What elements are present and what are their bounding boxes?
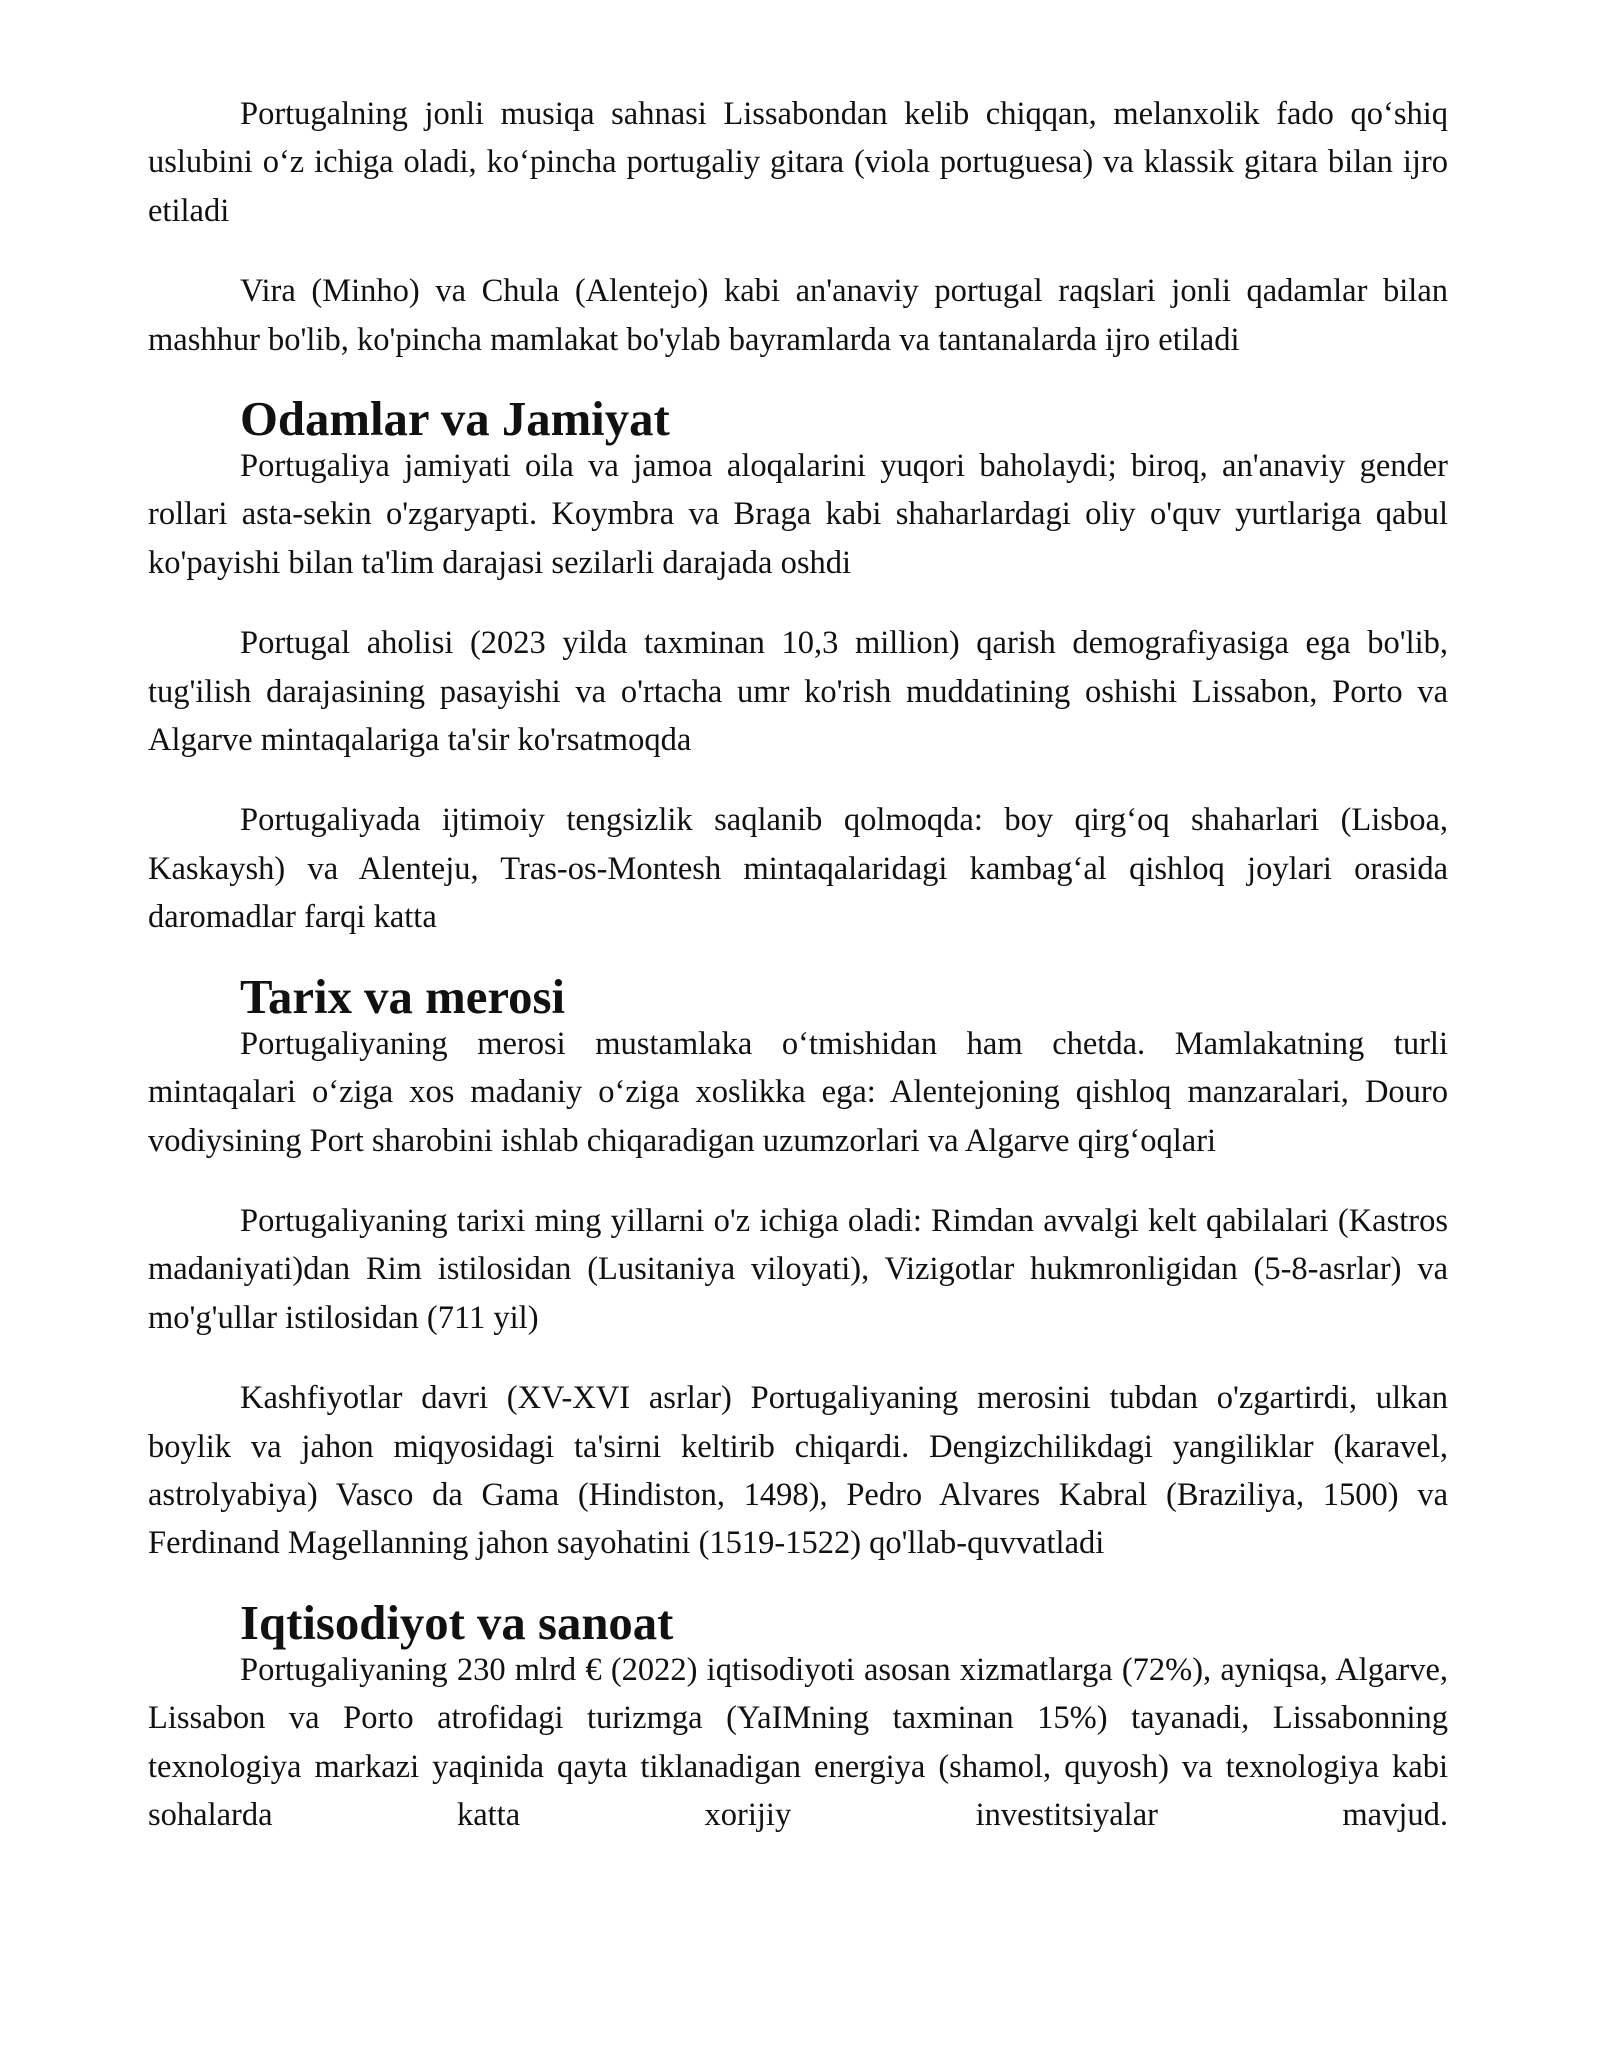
document-page [148,90,1448,1839]
heading-people-society: Odamlar va Jamiyat [240,392,670,447]
paragraph-age-of-discovery: Kashfiyotlar davri (XV-XVI asrlar) Portugaliyaning merosini tubdan o'zgartirdi, ulkan boylik va jahon miqyosidagi ta'sirni keltirib chiqardi. Dengizchilikdagi yangiliklar (karavel, astrolyabiya) Vasco da Gama (Hindiston, 1498), Pedro Alvares Kabral (Braziliya, 1500) va Ferdinand Magellanning jahon sayohatini (1519-1522) qo'llab-quvvatladi [148,1380,1448,1562]
paragraph-inequality: Portugaliyada ijtimoiy tengsizlik saqlanib qolmoqda: boy qirg‘oq shaharlari (Lisboa, Kaskaysh) va Alenteju, Tras-os-Montesh mintaqalaridagi kambag‘al qishloq joylari orasida daromadlar farqi katta [148,802,1448,936]
paragraph-history-millennia: Portugaliyaning tarixi ming yillarni o'z ichiga oladi: Rimdan avvalgi kelt qabilalari (Kastros madaniyati)dan Rim istilosidan (Lusitaniya viloyati), Vizigotlar hukmronligidan (5-8-asrlar) va mo'g'ullar istilosidan (711 yil) [148,1202,1448,1336]
heading-economy-industry: Iqtisodiyot va sanoat [240,1595,674,1650]
paragraph-society-family: Portugaliya jamiyati oila va jamoa aloqalarini yuqori baholaydi; biroq, an'anaviy gender rollari asta-sekin o'zgaryapti. Koymbra va Braga kabi shaharlardagi oliy o'quv yurtlariga qabul ko'payishi bilan ta'lim darajasi sezilarli darajada oshdi [148,448,1448,581]
paragraph-economy: Portugaliyaning 230 mlrd € (2022) iqtisodiyoti asosan xizmatlarga (72%), ayniqsa, Algarve, Lissabon va Porto atrofidagi turizmga (YaIMning taxminan 15%) tayanadi, Lissabonning texnologiya markazi yaqinida qayta tiklanadigan energiya (shamol, quyosh) va texnologiya kabi sohalarda katta xorijiy investitsiyalar mavjud. [148,1651,1448,1833]
paragraph-heritage-regions: Portugaliyaning merosi mustamlaka o‘tmishidan ham chetda. Mamlakatning turli mintaqalari o‘ziga xos madaniy o‘ziga xoslikka ega: Alentejoning qishloq manzaralari, Douro vodiysining Port sharobini ishlab chiqaradigan uzumzorlari va Algarve qirg‘oqlari [148,1025,1448,1159]
paragraph-fado-music: Portugalning jonli musiqa sahnasi Lissabondan kelib chiqqan, melanxolik fado qo‘shiq uslubini o‘z ichiga oladi, ko‘pincha portugaliy gitara (viola portuguesa) va klassik gitara bilan ijro etiladi [148,96,1448,229]
paragraph-population: Portugal aholisi (2023 yilda taxminan 10,3 million) qarish demografiyasiga ega bo'lib, tug'ilish darajasining pasayishi va o'rtacha umr ko'rish muddatining oshishi Lissabon, Porto va Algarve mintaqalariga ta'sir ko'rsatmoqda [148,625,1448,759]
heading-history-heritage: Tarix va merosi [240,969,565,1024]
paragraph-traditional-dances: Vira (Minho) va Chula (Alentejo) kabi an'anaviy portugal raqslari jonli qadamlar bilan mashhur bo'lib, ko'pincha mamlakat bo'ylab bayramlarda va tantanalarda ijro etiladi [148,273,1448,358]
